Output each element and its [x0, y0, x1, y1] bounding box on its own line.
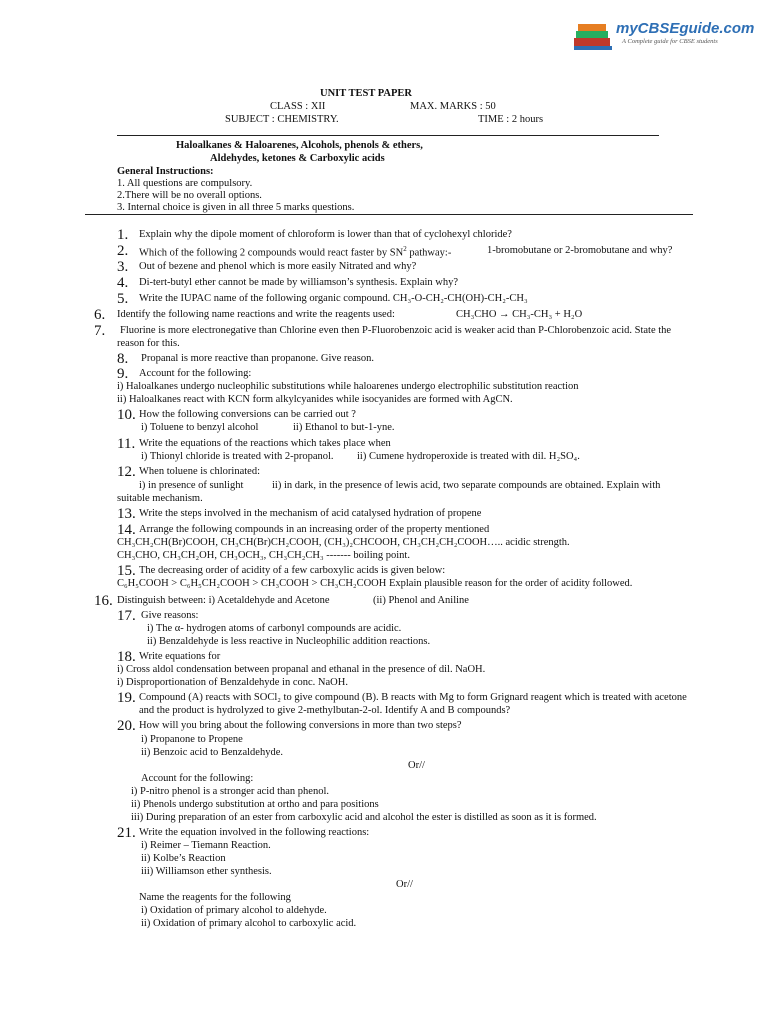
- question-number: 5.: [117, 291, 129, 307]
- question-text: Fluorine is more electronegative than Chlorine even then P-Fluorobenzoic acid is weaker acid than P-Chlorobenzoic acid. State the: [120, 325, 672, 336]
- question-number: 1.: [117, 227, 129, 243]
- question-subpart: i) in presence of sunlight: [139, 480, 244, 491]
- question-subpart: i) Toluene to benzyl alcohol: [141, 422, 259, 433]
- question-text: How the following conversions can be carried out ?: [139, 409, 356, 420]
- question-subpart: ii) Benzaldehyde is less reactive in Nucleophilic addition reactions.: [147, 636, 431, 647]
- question-subpart: i) Disproportionation of Benzaldehyde in conc. NaOH.: [117, 677, 348, 688]
- question-text: Distinguish between: i) Acetaldehyde and Acetone: [117, 595, 330, 606]
- question-text: Account for the following:: [141, 773, 254, 784]
- question-subpart: iii) During preparation of an ester from carboxylic acid and alcohol the ester is distilled as soon as it is formed.: [131, 812, 597, 823]
- question-number: 14.: [117, 522, 136, 538]
- question-text: Which of the following 2 compounds would react faster by $SN^2$ pathway:-: [139, 245, 452, 259]
- question-subpart: ii) in dark, in the presence of lewis acid, two separate compounds are obtained. Explain with: [272, 480, 661, 491]
- question-subpart: i) The α- hydrogen atoms of carbonyl compounds are acidic.: [147, 623, 402, 634]
- question-subpart: i) Reimer – Tiemann Reaction.: [141, 840, 271, 851]
- instruction-item: 1. All questions are compulsory.: [117, 178, 253, 189]
- question-text: Write the equations of the reactions which takes place when: [139, 438, 391, 449]
- question-text: reason for this.: [117, 338, 180, 349]
- instruction-item: 3. Internal choice is given in all three 5 marks questions.: [117, 202, 355, 213]
- question-subpart: ii) Haloalkanes react with KCN form alkylcyanides while isocyanides are formed with AgCN.: [117, 394, 513, 405]
- question-number: 19.: [117, 690, 136, 706]
- question-number: 7.: [94, 323, 106, 339]
- question-text: (ii) Phenol and Aniline: [373, 595, 469, 606]
- logo-text: myCBSEguide.com: [616, 20, 755, 37]
- question-number: 8.: [117, 351, 129, 367]
- question-text: Propanal is more reactive than propanone. Give reason.: [141, 353, 374, 364]
- question-text: and the product is hydrolyzed to give 2-methylbutan-2-ol. Identify A and B compounds?: [139, 705, 511, 716]
- question-number: 21.: [117, 825, 136, 841]
- question-text: Compound (A) reacts with SOCl₂ to give compound (B). B reacts with Mg to form Grignard reagent which is treated with acetone: [139, 692, 687, 703]
- or-separator: Or//: [396, 879, 413, 890]
- time-label: TIME : 2 hours: [478, 114, 544, 125]
- question-number: 9.: [117, 366, 129, 382]
- question-number: 16.: [94, 593, 113, 609]
- question-subpart: iii) Williamson ether synthesis.: [141, 866, 272, 877]
- question-number: 20.: [117, 718, 136, 734]
- or-separator: Or//: [408, 760, 425, 771]
- question-text: When toluene is chlorinated:: [139, 466, 261, 477]
- divider: [117, 135, 659, 136]
- topics-line-1: Haloalkanes & Haloarenes, Alcohols, phenols & ethers,: [176, 140, 423, 151]
- question-text: Give reasons:: [141, 610, 199, 621]
- question-number: 2.: [117, 243, 129, 259]
- question-subpart: i) Thionyl chloride is treated with 2-propanol.: [141, 451, 334, 462]
- question-text: Write the steps involved in the mechanism of acid catalysed hydration of propene: [139, 508, 482, 519]
- question-subpart: CH₃CHO, CH₃CH₂OH, CH₃OCH₃, CH₃CH₂CH₃ ------- boiling point.: [117, 550, 410, 561]
- question-number: 17.: [117, 608, 136, 624]
- question-number: 13.: [117, 506, 136, 522]
- question-number: 12.: [117, 464, 136, 480]
- question-text: 1-bromobutane or 2-bromobutane and why?: [487, 245, 673, 256]
- class-label: CLASS : XII: [270, 101, 326, 112]
- question-subpart: ii) Benzoic acid to Benzaldehyde.: [141, 747, 283, 758]
- question-text: Explain why the dipole moment of chloroform is lower than that of cyclohexyl chloride?: [139, 229, 512, 240]
- question-number: 3.: [117, 259, 129, 275]
- question-subpart: i) Oxidation of primary alcohol to aldehyde.: [141, 905, 327, 916]
- question-text: Out of bezene and phenol which is more easily Nitrated and why?: [139, 261, 417, 272]
- question-number: 15.: [117, 563, 136, 579]
- question-subpart: i) Haloalkanes undergo nucleophilic substitutions while haloarenes undergo electrophilic substitution reaction: [117, 381, 579, 392]
- question-text: The decreasing order of acidity of a few carboxylic acids is given below:: [139, 565, 446, 576]
- question-subpart: ii) Phenols undergo substitution at ortho and para positions: [131, 799, 379, 810]
- subject-label: SUBJECT : CHEMISTRY.: [225, 114, 339, 125]
- question-subpart: ii) Kolbe’s Reaction: [141, 853, 226, 864]
- instruction-item: 2.There will be no overall options.: [117, 190, 262, 201]
- question-number: 11.: [117, 436, 136, 452]
- question-subpart: i) P-nitro phenol is a stronger acid than phenol.: [131, 786, 329, 797]
- question-subpart: i) Cross aldol condensation between propanal and ethanal in the presence of dil. NaOH.: [117, 664, 486, 675]
- question-text: Identify the following name reactions and write the reagents used:: [117, 309, 395, 320]
- question-subpart: ii) Oxidation of primary alcohol to carboxylic acid.: [141, 918, 357, 929]
- divider: [85, 214, 693, 215]
- question-text: CH₃CHO → CH₃-CH₃ + H₂O: [456, 309, 583, 320]
- question-subpart: C₆H₅COOH > C₆H₅CH₂COOH > CH₃COOH > CH₃CH₂COOH Explain plausible reason for the order of acidity followed.: [117, 578, 633, 589]
- question-number: 10.: [117, 407, 136, 423]
- question-number: 18.: [117, 649, 136, 665]
- question-subpart: ii) Ethanol to but-1-yne.: [293, 422, 395, 433]
- question-text: How will you bring about the following conversions in more than two steps?: [139, 720, 462, 731]
- question-number: 6.: [94, 307, 106, 323]
- instructions-heading: General Instructions:: [117, 166, 214, 177]
- question-text: Account for the following:: [139, 368, 252, 379]
- question-number: 4.: [117, 275, 129, 291]
- question-text: Write the IUPAC name of the following organic compound. CH₃-O-CH₂-CH(OH)-CH₂-CH₃: [139, 293, 528, 304]
- question-text: Write the equation involved in the following reactions:: [139, 827, 370, 838]
- logo: [572, 18, 755, 52]
- question-text: Name the reagents for the following: [139, 892, 291, 903]
- marks-label: MAX. MARKS : 50: [410, 101, 496, 112]
- question-subpart: i) Propanone to Propene: [141, 734, 243, 745]
- question-subpart: CH₃CH₂CH(Br)COOH, CH₃CH(Br)CH₂COOH, (CH₃)₂CHCOOH, CH₃CH₂CH₂COOH….. acidic strength.: [117, 537, 570, 548]
- logo-tagline: A Complete guide for CBSE students: [622, 38, 718, 45]
- topics-line-2: Aldehydes, ketones & Carboxylic acids: [210, 153, 385, 164]
- paper-title: UNIT TEST PAPER: [320, 88, 413, 99]
- question-text: Di-tert-butyl ether cannot be made by williamson’s synthesis. Explain why?: [139, 277, 459, 288]
- question-subpart: ii) Cumene hydroperoxide is treated with dil. H₂SO₄.: [357, 451, 580, 462]
- books-icon: [572, 18, 614, 52]
- question-subpart: suitable mechanism.: [117, 493, 203, 504]
- question-text: Arrange the following compounds in an increasing order of the property mentioned: [139, 524, 490, 535]
- question-text: Write equations for: [139, 651, 221, 662]
